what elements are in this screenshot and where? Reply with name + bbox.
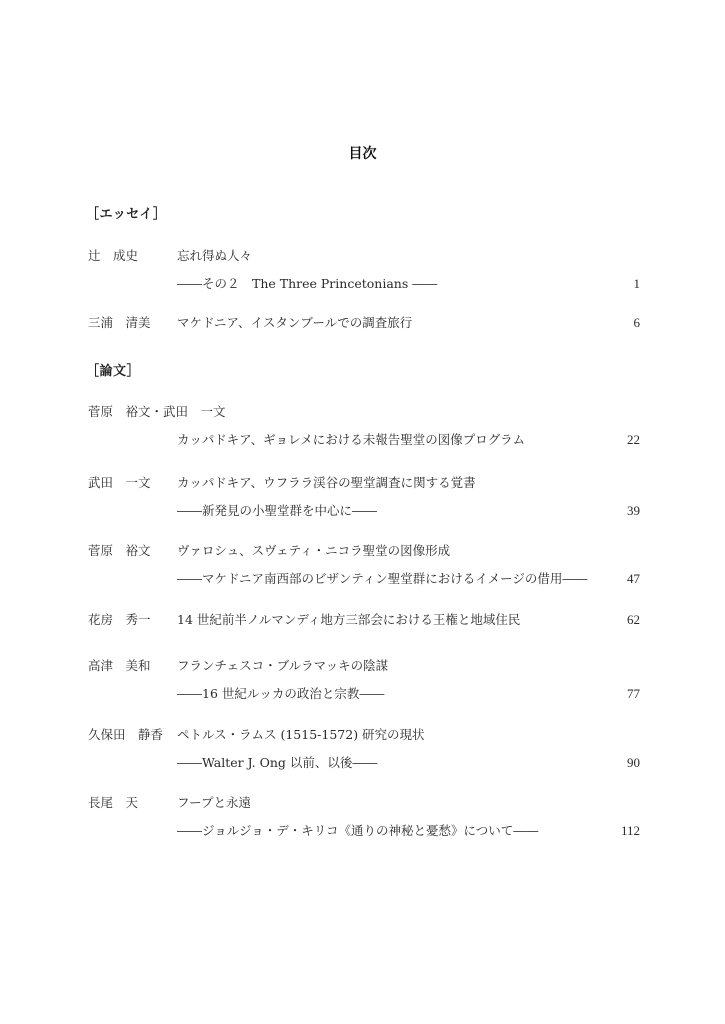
entry-author: 武田 一文 (88, 475, 151, 490)
entry-author: 花房 秀一 (88, 612, 151, 627)
entry-page-number: 22 (627, 432, 640, 447)
entry-page-number: 39 (627, 503, 640, 518)
entry-author: 菅原 裕文・武田 一文 (88, 404, 226, 419)
entry-title: フランチェスコ・ブルラマッキの陰謀 (177, 658, 389, 673)
entry-title: マケドニア、イスタンブールでの調査旅行 (177, 315, 413, 330)
entry-subtitle: ――Walter J. Ong 以前、以後―― (177, 755, 378, 770)
entry-title: ヴァロシュ、スヴェティ・ニコラ聖堂の図像形成 (177, 543, 451, 558)
toc-entry[interactable] (88, 606, 640, 634)
entry-subtitle: ――マケドニア南西部のビザンティン聖堂群におけるイメージの借用―― (177, 571, 588, 586)
entry-title: 14 世紀前半ノルマンディ地方三部会における王権と地域住民 (177, 612, 521, 627)
toc-entry[interactable] (88, 721, 640, 777)
entry-author: 三浦 清美 (88, 315, 151, 330)
entry-title: カッパドキア、ギョレメにおける未報告聖堂の図像プログラム (177, 432, 526, 447)
entry-subtitle: ――16 世紀ルッカの政治と宗教―― (177, 686, 385, 701)
entry-title: 忘れ得ぬ人々 (177, 248, 253, 263)
entry-author: 高津 美和 (88, 658, 151, 673)
entry-author: 菅原 裕文 (88, 543, 151, 558)
entry-page-number: 47 (627, 571, 640, 586)
entry-subtitle: ――新発見の小聖堂群を中心に―― (177, 503, 378, 518)
entry-subtitle: ――その２ The Three Princetonians ―― (177, 276, 438, 291)
entry-page-number: 62 (627, 612, 640, 627)
entry-page-number: 112 (620, 823, 640, 838)
entry-author: 長尾 天 (88, 795, 139, 810)
toc-entry[interactable] (88, 309, 640, 337)
toc-entry[interactable] (88, 537, 640, 593)
section-heading-essays: ［エッセイ］ (86, 207, 167, 222)
entry-page-number: 6 (633, 315, 640, 330)
entry-page-number: 90 (627, 755, 640, 770)
entry-author: 辻 成史 (88, 248, 139, 263)
page-title: 目次 (348, 146, 377, 162)
toc-entry[interactable] (88, 652, 640, 708)
entry-page-number: 1 (633, 276, 640, 291)
toc-entry[interactable] (88, 469, 640, 525)
entry-title: フープと永遠 (177, 795, 252, 810)
entry-subtitle: ――ジョルジョ・デ・キリコ《通りの神秘と憂愁》について―― (177, 823, 539, 838)
entry-page-number: 77 (627, 686, 640, 701)
section-heading-papers: ［論文］ (86, 364, 141, 379)
toc-entry[interactable] (88, 398, 640, 454)
entry-title: ペトルス・ラムス (1515-1572) 研究の現状 (177, 727, 425, 742)
entry-author: 久保田 静香 (88, 727, 164, 742)
entry-title: カッパドキア、ウフララ渓谷の聖堂調査に関する覚書 (177, 475, 476, 490)
toc-entry[interactable] (88, 789, 640, 845)
toc-entry[interactable] (88, 242, 640, 298)
